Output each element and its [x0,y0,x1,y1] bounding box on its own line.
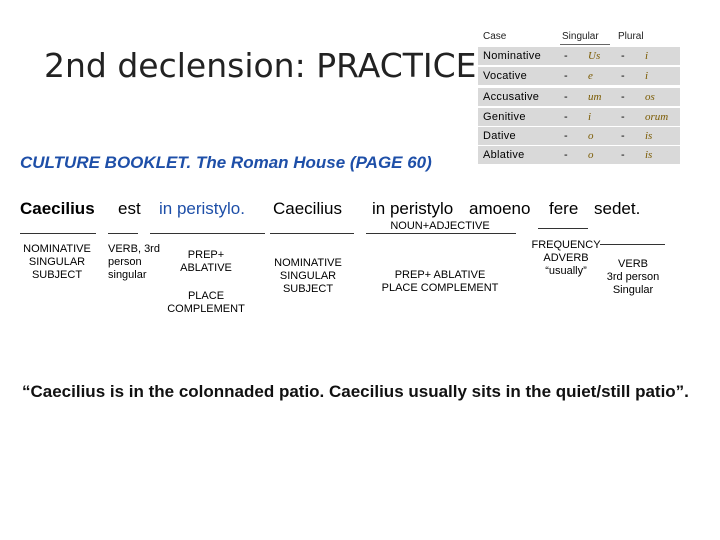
underline-subject-1 [20,233,96,234]
word-est: est [118,199,141,218]
translation-text: “Caecilius is in the colonnaded patio. Caecilius usually sits in the quiet/still patio”. [22,382,689,401]
word-caecilius-2: Caecilius [273,199,342,218]
table-row: Ablative - o - is [478,146,680,164]
underline-place-2 [366,233,516,234]
label-verb-2: VERB 3rd person Singular [606,258,660,296]
word-fere: fere [549,199,579,218]
label-nominative-subject-2: NOMINATIVE SINGULAR SUBJECT [274,257,342,295]
label-prep-ablative: PREP+ ABLATIVE [180,249,232,274]
label-prep-ablative-place: PREP+ ABLATIVE PLACE COMPLEMENT [381,269,499,294]
table-row: Genitive - i - orum [478,108,680,126]
header-divider [560,44,610,45]
culture-booklet-note: CULTURE BOOKLET. The Roman House (PAGE 60) [20,153,432,172]
table-header [478,27,680,45]
label-noun-adjective: NOUN+ADJECTIVE [390,220,490,232]
word-caecilius-1: Caecilius [20,199,95,218]
page-title: 2nd declension: PRACTICE [44,46,477,85]
table-row: Nominative - Us - i [478,47,680,65]
header-singular: Singular [562,31,599,42]
header-case: Case [483,31,507,42]
word-sedet: sedet. [594,199,641,218]
table-row: Vocative - e - i [478,67,680,85]
table-row: Accusative - um - os [478,88,680,106]
label-frequency-adverb: FREQUENCY ADVERB “usually” [531,239,601,277]
label-nominative-subject-1: NOMINATIVE SINGULAR SUBJECT [23,243,91,281]
underline-place-1 [150,233,265,234]
word-in-peristylo-2: in peristylo [372,199,454,218]
word-in-peristylo-1: in peristylo. [159,199,245,218]
header-plural: Plural [618,31,644,42]
underline-verb-1 [108,233,138,234]
underline-adverb [538,228,588,229]
label-verb-1: VERB, 3rd person singular [108,243,160,281]
underline-subject-2 [270,233,354,234]
table-row: Dative - o - is [478,127,680,145]
underline-verb-2 [600,244,665,245]
label-place-complement: PLACE COMPLEMENT [167,290,245,315]
word-amoeno: amoeno [469,199,531,218]
